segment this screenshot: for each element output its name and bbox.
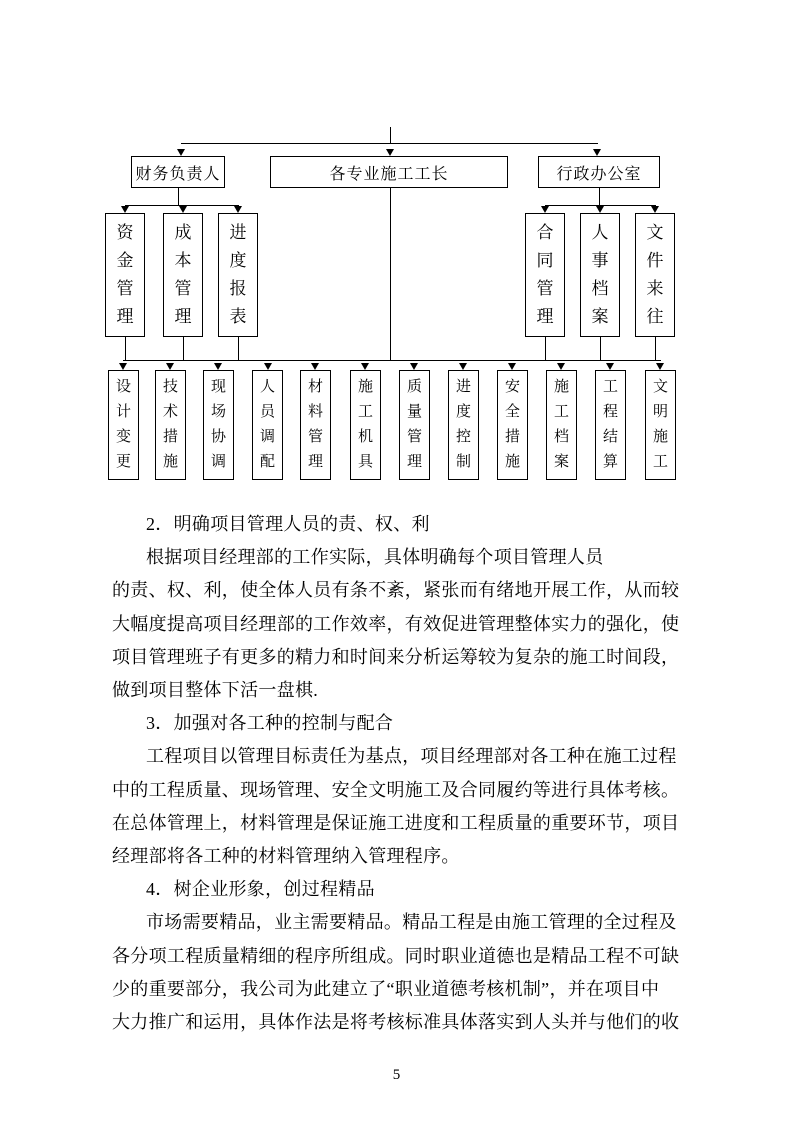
text-line: 大力推广和运用，具体作法是将考核标准具体落实到人头并与他们的收: [112, 1012, 680, 1033]
arrow-down-icon: [166, 363, 174, 370]
text-line: 各分项工程质量精细的程序所组成。同时职业道德也是精品工程不可缺: [112, 945, 680, 966]
contract-management-label: 合同管理: [536, 223, 554, 326]
staff-allocation-label: 人员调配: [259, 379, 275, 470]
text-line: 市场需要精品，业主需要精品。精品工程是由施工管理的全过程及: [146, 912, 677, 933]
schedule-control-box: [448, 370, 479, 480]
staff-allocation-box: [252, 370, 283, 480]
connector-hline: [181, 143, 598, 144]
arrow-down-icon: [234, 206, 242, 213]
quality-management-box: [399, 370, 430, 480]
section-heading: 3．加强对各工种的控制与配合: [146, 713, 394, 734]
connector-vline: [600, 337, 601, 360]
personnel-files-box: [580, 213, 620, 337]
section-heading: 4．树企业形象，创过程精品: [146, 879, 375, 900]
connector-vline: [238, 337, 239, 360]
technical-measures-box: [155, 370, 186, 480]
arrow-down-icon: [121, 206, 129, 213]
technical-measures-label: 技术措施: [162, 379, 178, 470]
text-line: 工程项目以管理目标责任为基点，项目经理部对各工种在施工过程: [146, 746, 677, 767]
arrow-down-icon: [651, 206, 659, 213]
arrow-down-icon: [508, 363, 516, 370]
quality-management-label: 质量管理: [406, 379, 422, 470]
design-change-label: 设计变更: [115, 379, 131, 470]
finance-director-box: 财务负责人: [131, 156, 225, 188]
contract-management-box: [525, 213, 565, 337]
arrow-down-icon: [119, 363, 127, 370]
connector-vline: [655, 337, 656, 360]
arrow-down-icon: [179, 206, 187, 213]
arrow-down-icon: [410, 363, 418, 370]
material-management-label: 材料管理: [307, 379, 323, 470]
text-line: 的责、权、利，使全体人员有条不紊，紧张而有绪地开展工作，从而较: [112, 580, 680, 601]
arrow-down-icon: [557, 363, 565, 370]
text-line: 根据项目经理部的工作实际，具体明确每个项目管理人员: [146, 547, 604, 568]
construction-foremen-box: 各专业施工工长: [270, 156, 508, 188]
arrow-down-icon: [177, 149, 185, 156]
document-exchange-box: [635, 213, 675, 337]
civilized-construction-box: [645, 370, 676, 480]
safety-measures-box: [497, 370, 528, 480]
progress-report-label: 进度报表: [229, 223, 247, 326]
connector-vline: [599, 188, 600, 205]
cost-management-box: [163, 213, 203, 337]
construction-archives-label: 施工档案: [553, 379, 569, 470]
text-line: 项目管理班子有更多的精力和时间来分析运筹较为复杂的施工时间段，: [112, 646, 680, 667]
cost-management-label: 成本管理: [174, 223, 192, 326]
text-line: 做到项目整体下活一盘棋.: [112, 680, 319, 701]
arrow-down-icon: [656, 363, 664, 370]
schedule-control-label: 进度控制: [455, 379, 471, 470]
text-line: 少的重要部分，我公司为此建立了“职业道德考核机制”，并在项目中: [112, 978, 660, 999]
construction-equipment-box: [350, 370, 381, 480]
project-settlement-box: [595, 370, 626, 480]
personnel-files-label: 人事档案: [591, 223, 609, 326]
project-settlement-label: 工程结算: [602, 379, 618, 470]
connector-hline: [123, 360, 661, 361]
arrow-down-icon: [593, 149, 601, 156]
connector-vline: [390, 188, 391, 360]
site-coordination-box: [203, 370, 234, 480]
arrow-down-icon: [596, 206, 604, 213]
arrow-down-icon: [606, 363, 614, 370]
progress-report-box: [218, 213, 258, 337]
page-number: 5: [392, 1067, 401, 1083]
fund-management-box: [105, 213, 145, 337]
safety-measures-label: 安全措施: [504, 379, 520, 470]
connector-vline: [545, 337, 546, 360]
construction-equipment-label: 施工机具: [357, 379, 373, 470]
connector-vline: [390, 127, 391, 143]
arrow-down-icon: [386, 149, 394, 156]
construction-archives-box: [546, 370, 577, 480]
admin-office-box: 行政办公室: [538, 156, 660, 188]
arrow-down-icon: [361, 363, 369, 370]
arrow-down-icon: [311, 363, 319, 370]
connector-vline: [183, 337, 184, 360]
text-line: 中的工程质量、现场管理、安全文明施工及合同履约等进行具体考核。: [112, 779, 680, 800]
arrow-down-icon: [214, 363, 222, 370]
design-change-box: [108, 370, 139, 480]
material-management-box: [300, 370, 331, 480]
arrow-down-icon: [459, 363, 467, 370]
arrow-down-icon: [541, 206, 549, 213]
civilized-construction-label: 文明施工: [652, 379, 668, 470]
section-heading: 2．明确项目管理人员的责、权、利: [146, 514, 430, 534]
site-coordination-label: 现场协调: [210, 379, 226, 470]
text-line: 在总体管理上，材料管理是保证施工进度和工程质量的重要环节，项目: [112, 812, 680, 833]
text-line: 大幅度提高项目经理部的工作效率，有效促进管理整体实力的强化，使: [112, 613, 680, 634]
text-line: 经理部将各工种的材料管理纳入管理程序。: [112, 846, 460, 867]
connector-vline: [178, 188, 179, 205]
connector-vline: [125, 337, 126, 360]
arrow-down-icon: [264, 363, 272, 370]
document-exchange-label: 文件来往: [646, 223, 664, 326]
fund-management-label: 资金管理: [116, 223, 134, 326]
body-text: [112, 508, 684, 1039]
